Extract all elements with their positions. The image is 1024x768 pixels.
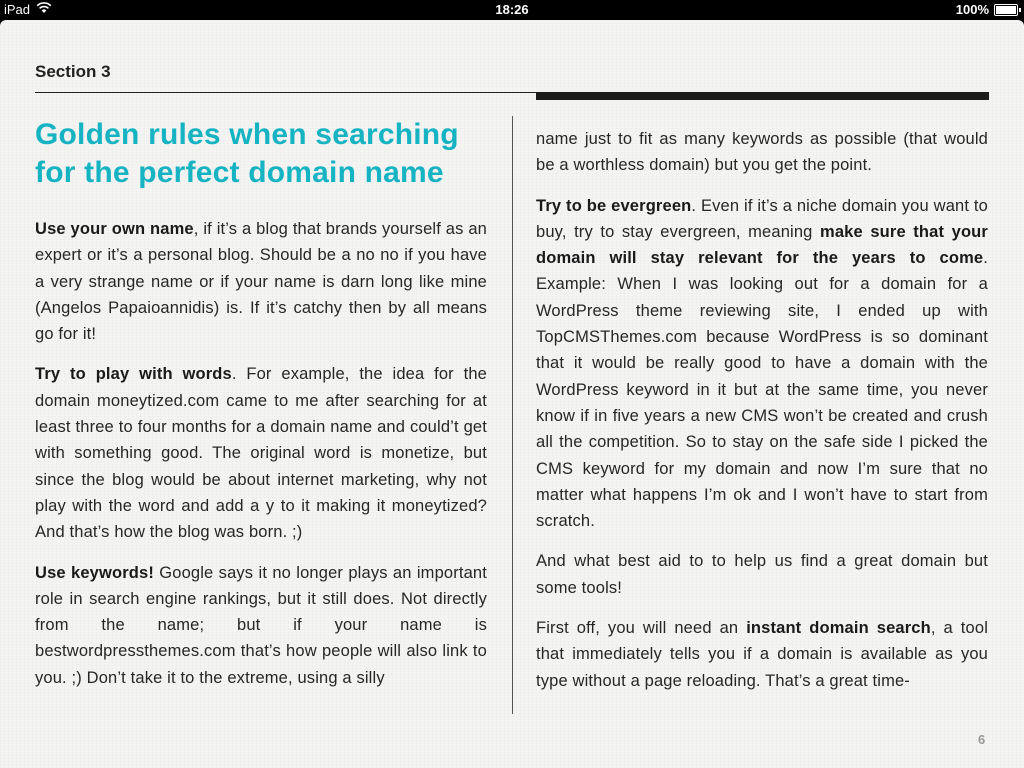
- book-page[interactable]: [0, 20, 1024, 768]
- bold-phrase: make sure that your domain will stay relevant for the years to come: [536, 222, 988, 268]
- section-label: Section 3: [35, 62, 111, 81]
- right-column: [536, 126, 988, 708]
- chapter-headline: Golden rules when searching for the perfect domain name: [35, 118, 459, 189]
- paragraph-text: . For example, the idea for the domain moneytized.com came to me after searching for at least three to four months for a domain name and could’t get with something good. The original word is monetize, but since the blog would be about internet marketing, why not play with the word and add a y to it making it moneytized? And that’s how the blog was born. ;): [35, 365, 488, 542]
- bold-lead: Try to play with words: [35, 365, 232, 384]
- paragraph-keywords: [35, 560, 487, 691]
- paragraph-own-name: [35, 216, 487, 347]
- paragraph-text: , if it’s a blog that brands yourself as an expert or it’s a personal blog. Should be a no no if you have a very strange name or if your name is darn long like mine (Angelos Papaioannidis) is. If it’s catchy then by all means go for it!: [35, 220, 488, 344]
- bold-phrase: instant domain search: [746, 619, 931, 638]
- bold-lead: Use keywords!: [35, 563, 154, 582]
- paragraph-text: Google says it no longer plays an important role in search engine rankings, but it still does. Not directly from the name; but if your name is bestwordpressthemes.com that’s how people will also link to you. ;) Don’t take it to the extreme, using a silly: [35, 563, 487, 687]
- paragraph-text: First off, you will need an: [536, 619, 747, 638]
- paragraph-text: , a tool that immediately tells you if a domain is available as you type without a page reloading. That’s a great time-: [536, 619, 989, 690]
- battery-percent: 100%: [955, 2, 989, 17]
- bold-lead: Try to be evergreen: [536, 196, 692, 215]
- header-rule-thick: [536, 92, 989, 100]
- page-number: 6: [978, 732, 986, 747]
- device-name: iPad: [4, 2, 31, 17]
- column-divider: [512, 116, 513, 714]
- status-right: [956, 2, 1018, 17]
- status-time: 18:26: [495, 2, 529, 17]
- paragraph-continued: [536, 126, 988, 179]
- paragraph-tools: [536, 548, 988, 601]
- paragraph-text: . Example: When I was looking out for a domain for a WordPress theme reviewing site, I ended up with TopCMSThemes.com because WordPress is so dominant that it would be really good to have a domain with the WordPress keyword in it but at the same time, you never know if in five years a new CMS won’t be created and crush all the competition. So to stay on the safe side I picked the CMS keyword for my domain and now I’m sure that no matter what happens I’m ok and I won’t have to start from scratch.: [536, 249, 988, 531]
- paragraph-text: And what best aid to to help us find a great domain but some tools!: [536, 552, 988, 597]
- battery-icon: [994, 4, 1018, 16]
- paragraph-text: . Even if it’s a niche domain you want to buy, try to stay evergreen, meaning: [536, 196, 988, 241]
- bold-lead: Use your own name: [35, 220, 194, 238]
- paragraph-text: name just to fit as many keywords as possible (that would be a worthless domain) but you get the point.: [536, 130, 988, 175]
- status-bar: [0, 0, 1024, 20]
- paragraph-instant-search: [536, 615, 988, 694]
- paragraph-evergreen: [536, 193, 988, 535]
- paragraph-play-words: [35, 361, 487, 545]
- left-column: [35, 116, 487, 705]
- header-rule: [35, 92, 536, 93]
